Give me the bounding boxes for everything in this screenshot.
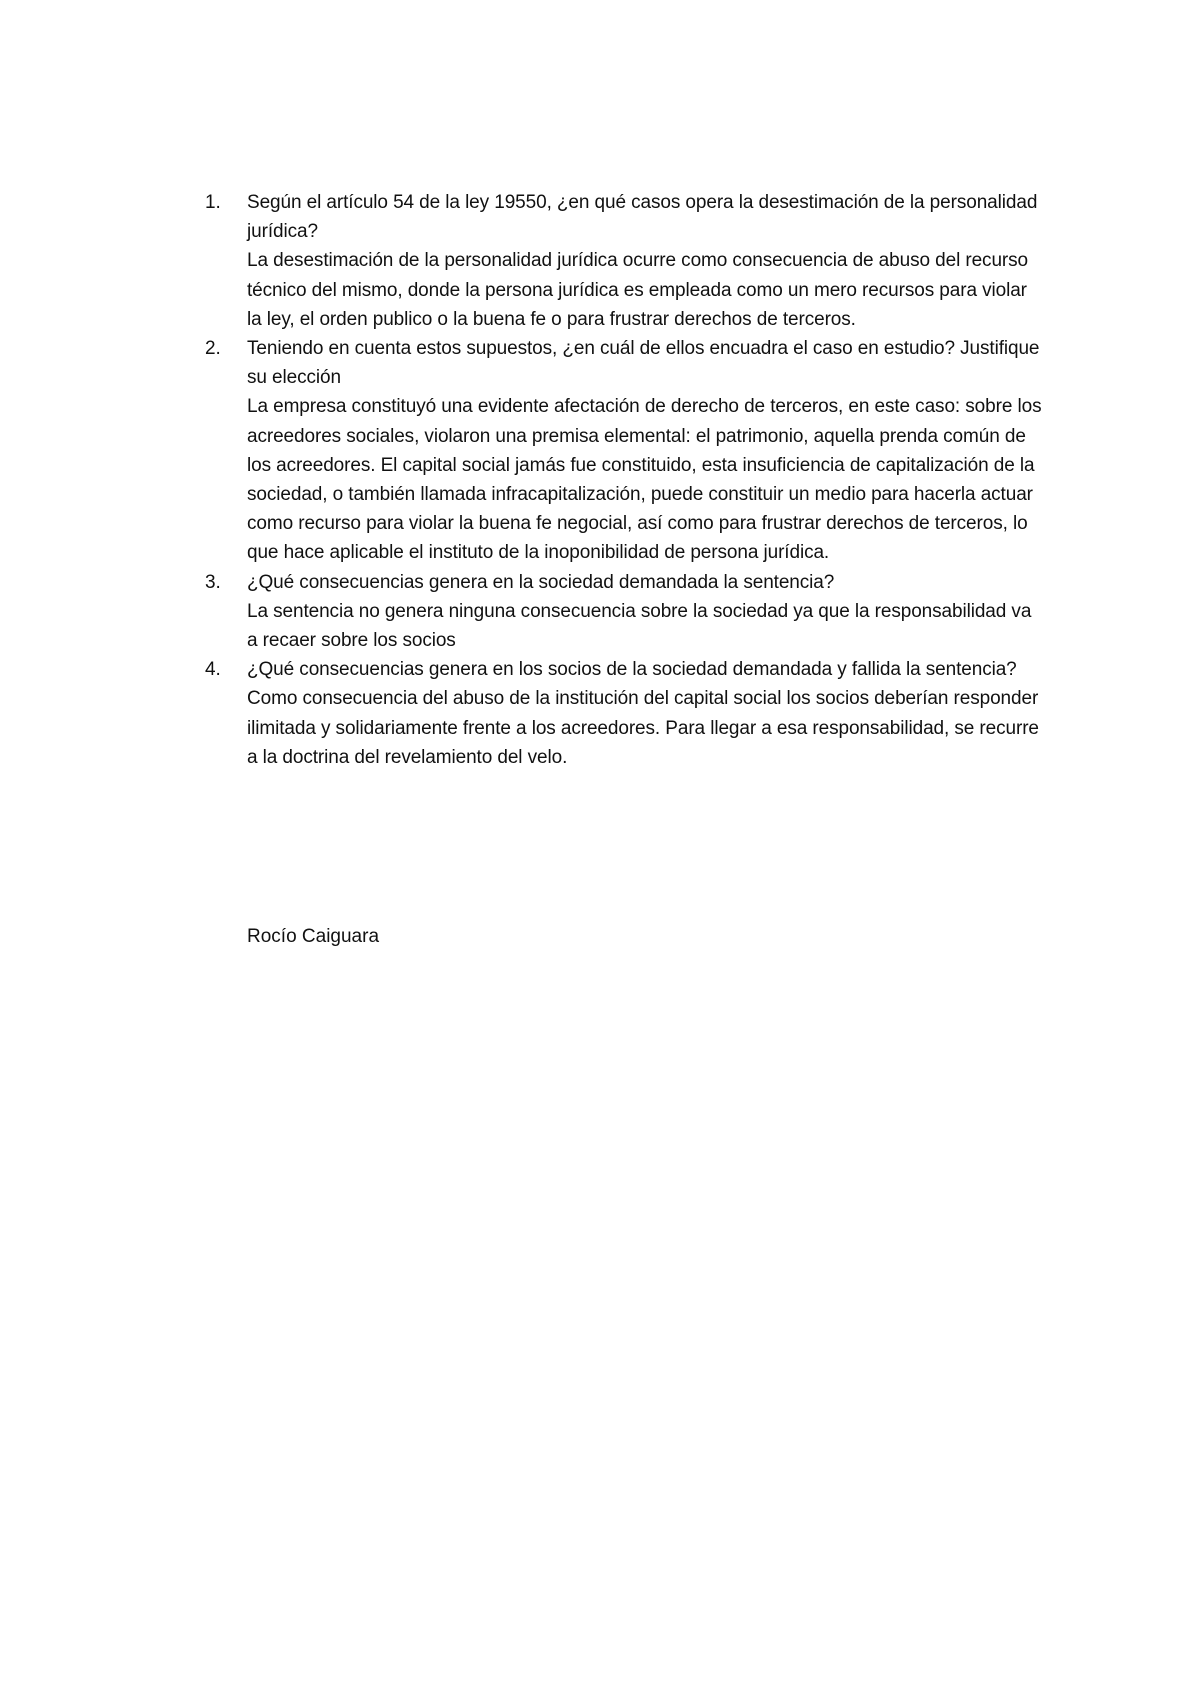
list-item-number: 4.: [205, 659, 221, 681]
question-text: Teniendo en cuenta estos supuestos, ¿en cuál de ellos encuadra el caso en estudio? Justifique su elección: [247, 338, 1040, 389]
list-item: [205, 655, 1045, 772]
question-text: Según el artículo 54 de la ley 19550, ¿en qué casos opera la desestimación de la personalidad jurídica?: [247, 192, 1038, 243]
list-item-number: 1.: [205, 192, 221, 213]
list-item-number: 3.: [205, 571, 221, 593]
answer-text: La desestimación de la personalidad jurídica ocurre como consecuencia de abuso del recurso técnico del mismo, donde la persona jurídica es empleada como un mero recursos para violar la ley, el orden publico o la buena fe o para frustrar derechos de terceros.: [247, 250, 1029, 330]
author-signature: Rocío Caiguara: [247, 926, 380, 947]
list-item: [205, 188, 1045, 334]
list-item-number: 2.: [205, 338, 221, 360]
question-text: ¿Qué consecuencias genera en los socios de la sociedad demandada y fallida la sentencia?: [247, 659, 1017, 681]
numbered-list: [205, 188, 1045, 772]
list-item: [205, 568, 1045, 656]
question-text: ¿Qué consecuencias genera en la sociedad demandada la sentencia?: [247, 571, 835, 593]
answer-text: La sentencia no genera ninguna consecuencia sobre la sociedad ya que la responsabilidad va a recaer sobre los socios: [247, 600, 1032, 652]
answer-text: Como consecuencia del abuso de la institución del capital social los socios deberían responder ilimitada y solidariamente frente a los acreedores. Para llegar a esa responsabilidad, se recurre a la doctrina del revelamiento del velo.: [247, 688, 1039, 768]
list-item: [205, 334, 1045, 568]
answer-text: La empresa constituyó una evidente afectación de derecho de terceros, en este caso: sobre los acreedores sociales, violaron una premisa elemental: el patrimonio, aquella prenda común de los acreedores. El capital social jamás fue constituido, esta insuficiencia de capitalización de la sociedad, o también llamada infracapitalización, puede constituir un medio para hacerla actuar como recurso para violar la buena fe negocial, así como para frustrar derechos de terceros, lo que hace aplicable el instituto de la inoponibilidad de persona jurídica.: [247, 396, 1042, 564]
